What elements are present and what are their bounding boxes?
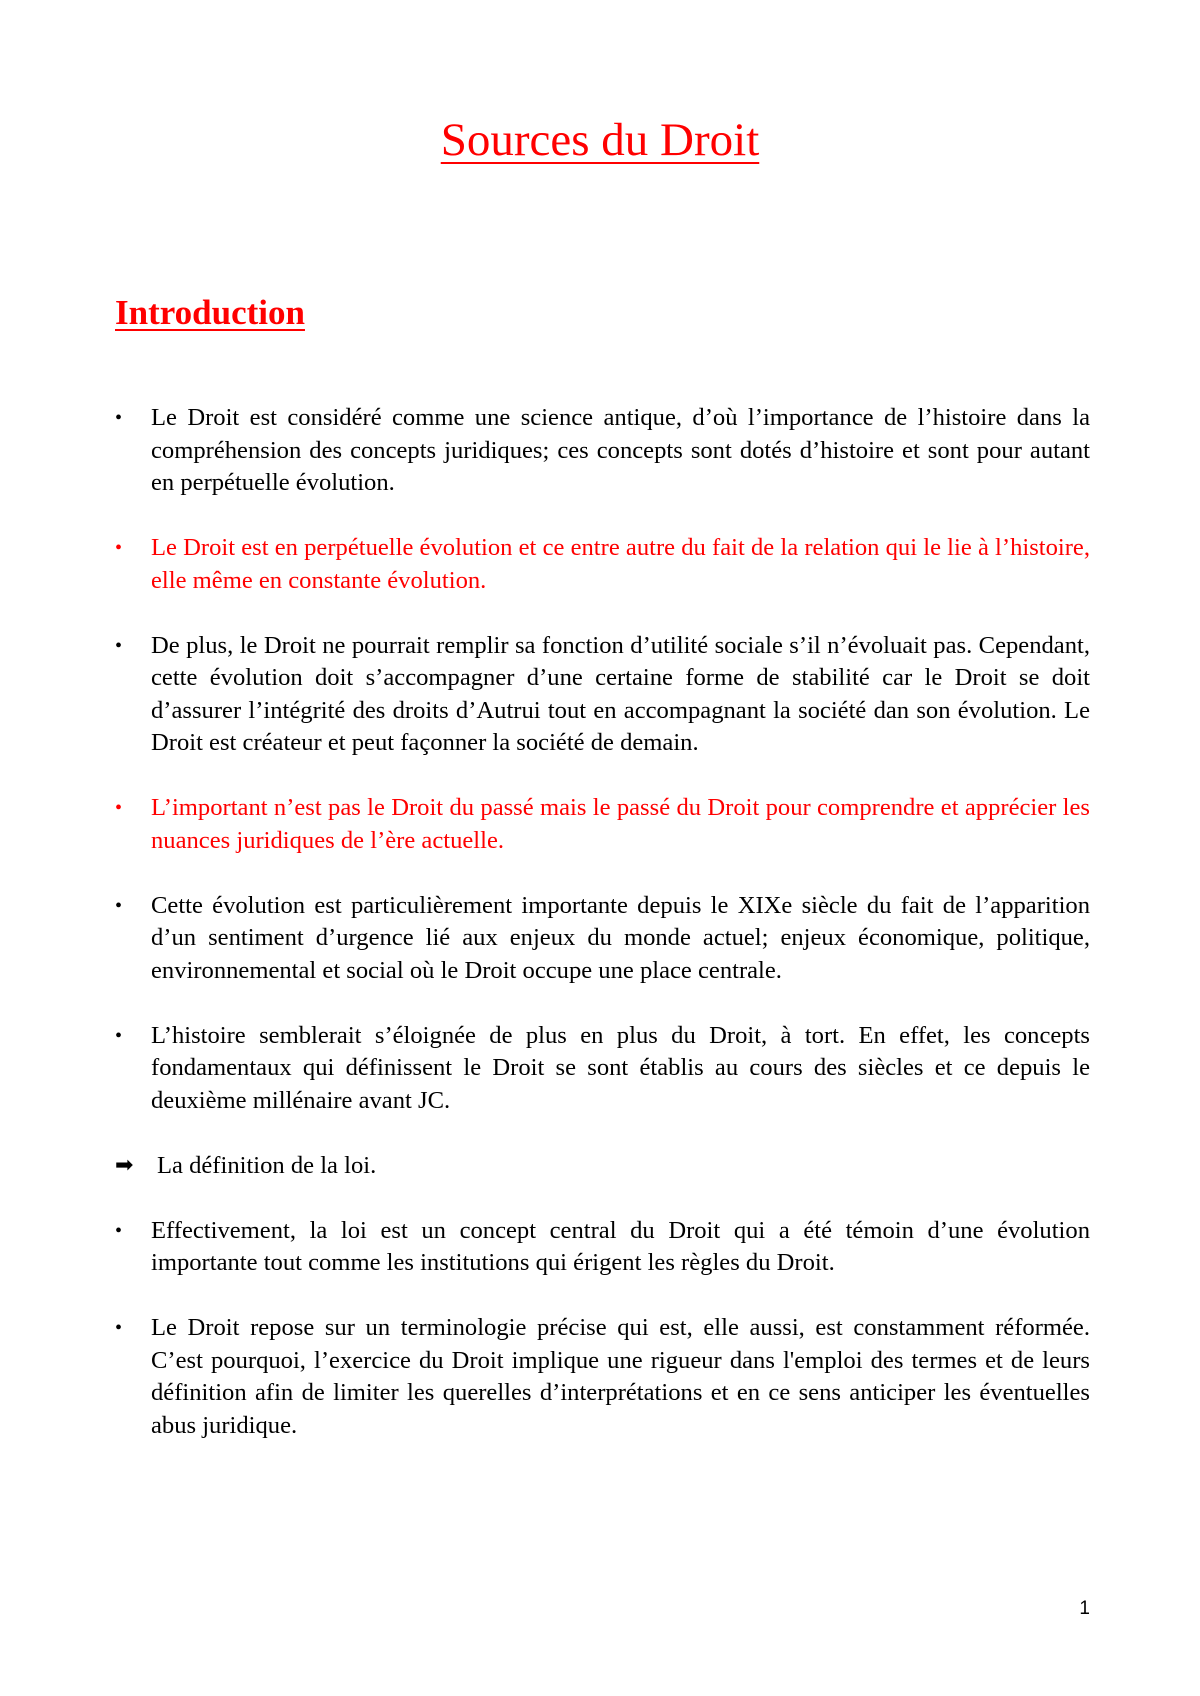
list-item-text: Le Droit est considéré comme une science antique, d’où l’importance de l’histoire dans la compréhension des concepts juridiques; ces concepts sont dotés d’histoire et sont pour autant en perpétuelle évolution. xyxy=(151,404,1090,496)
list-item xyxy=(115,890,1090,988)
list-item-highlighted xyxy=(115,532,1090,597)
list-item-text: L’histoire semblerait s’éloignée de plus en plus du Droit, à tort. En effet, les concepts fondamentaux qui définissent le Droit se sont établis au cours des siècles et ce depuis le deuxième millénaire avant JC. xyxy=(151,1021,1090,1114)
section-heading-introduction: Introduction xyxy=(115,293,305,332)
list-item xyxy=(115,1215,1090,1280)
list-item xyxy=(115,630,1090,760)
right-arrow-icon: ➡ xyxy=(115,1152,134,1178)
list-item-text: De plus, le Droit ne pourrait remplir sa fonction d’utilité sociale s’il n’évoluait pas. Cependant, cette évolution doit s’accompagner d’une certaine forme de stabilité car le Droit se doit d’assurer l’intégrité des droits d’Autrui tout en accompagnant la société dan son évolution. Le Droit est créateur et peut façonner la société de demain. xyxy=(151,631,1090,756)
list-item-text: La définition de la loi. xyxy=(157,1151,377,1179)
list-item-text: Le Droit est en perpétuelle évolution et ce entre autre du fait de la relation qui le lie à l’histoire, elle même en constante évolution. xyxy=(151,534,1090,594)
bullet-list xyxy=(115,402,1090,1475)
bullet-icon: • xyxy=(115,894,123,917)
bullet-icon: • xyxy=(115,407,123,429)
bullet-icon: • xyxy=(115,1317,123,1339)
list-item-text: L’important n’est pas le Droit du passé mais le passé du Droit pour comprendre et apprécier les nuances juridiques de l’ère actuelle. xyxy=(151,794,1090,854)
list-item-text: Le Droit repose sur un terminologie précise qui est, elle aussi, est constamment réformée. C’est pourquoi, l’exercice du Droit implique une rigueur dans l'emploi des termes et de leurs définition afin de limiter les querelles d’interprétations et en ce sens anticiper les éventuelles abus juridique. xyxy=(151,1314,1090,1439)
list-item xyxy=(115,402,1090,500)
list-item xyxy=(115,1312,1090,1442)
page-number: 1 xyxy=(1079,1598,1090,1619)
list-item xyxy=(115,1020,1090,1118)
bullet-icon: • xyxy=(115,1219,123,1242)
bullet-icon: • xyxy=(115,537,123,559)
list-item-highlighted xyxy=(115,792,1090,857)
document-title: Sources du Droit xyxy=(440,114,760,166)
bullet-icon: • xyxy=(115,634,123,657)
bullet-icon: • xyxy=(115,797,123,819)
list-item-text: Cette évolution est particulièrement importante depuis le XIXe siècle du fait de l’apparition d’un sentiment d’urgence lié aux enjeux du monde actuel; enjeux économique, politique, environnemental et social où le Droit occupe une place centrale. xyxy=(151,891,1090,984)
list-item-arrow xyxy=(115,1150,1090,1183)
list-item-text: Effectivement, la loi est un concept central du Droit qui a été témoin d’une évolution importante tout comme les institutions qui érigent les règles du Droit. xyxy=(151,1216,1090,1276)
bullet-icon: • xyxy=(115,1024,123,1047)
